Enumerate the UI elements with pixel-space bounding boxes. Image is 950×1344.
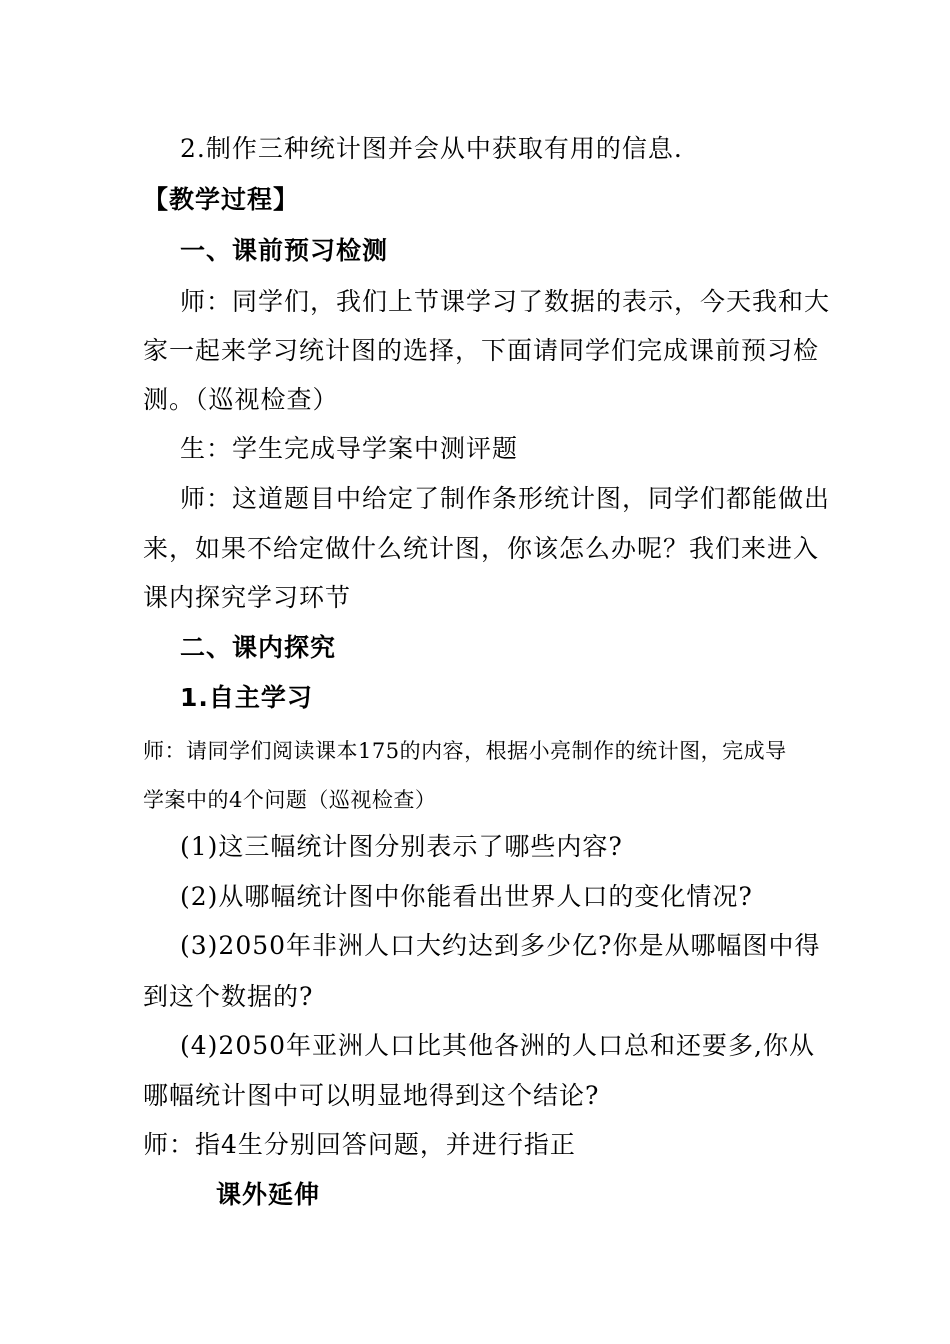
question-1: (1)这三幅统计图分别表示了哪些内容?	[180, 832, 623, 861]
heading-self-study: 1.自主学习	[180, 683, 313, 712]
question-2: (2)从哪幅统计图中你能看出世界人口的变化情况?	[180, 882, 753, 911]
paragraph-line: 师：这道题目中给定了制作条形统计图，同学们都能做出	[180, 484, 831, 513]
question-4: (4)2050年亚洲人口比其他各洲的人口总和还要多,你从	[180, 1031, 815, 1060]
paragraph-line: 生：学生完成导学案中测评题	[180, 434, 519, 463]
heading-extension: 课外延伸	[216, 1180, 321, 1209]
question-4-cont: 哪幅统计图中可以明显地得到这个结论?	[143, 1081, 600, 1110]
paragraph-line: 师：指4生分别回答问题，并进行指正	[143, 1130, 576, 1159]
paragraph-line: 家一起来学习统计图的选择，下面请同学们完成课前预习检	[143, 336, 820, 365]
paragraph-line: 课内探究学习环节	[143, 583, 352, 612]
question-3: (3)2050年非洲人口大约达到多少亿?你是从哪幅图中得	[180, 931, 821, 960]
paragraph-line: 学案中的4个问题（巡视检查）	[143, 788, 437, 812]
paragraph-line: 测。（巡视检查）	[143, 385, 339, 414]
paragraph-line: 师：同学们，我们上节课学习了数据的表示，今天我和大	[180, 287, 831, 316]
objective-2: 2.制作三种统计图并会从中获取有用的信息.	[180, 134, 683, 163]
heading-pre-class-check: 一、课前预习检测	[180, 236, 389, 265]
paragraph-line: 师：请同学们阅读课本175的内容，根据小亮制作的统计图，完成导	[143, 739, 787, 763]
heading-in-class-inquiry: 二、课内探究	[180, 633, 337, 662]
question-3-cont: 到这个数据的?	[143, 982, 314, 1011]
paragraph-line: 来，如果不给定做什么统计图，你该怎么办呢？我们来进入	[143, 534, 820, 563]
section-heading-teaching-process: 【教学过程】	[143, 185, 300, 214]
